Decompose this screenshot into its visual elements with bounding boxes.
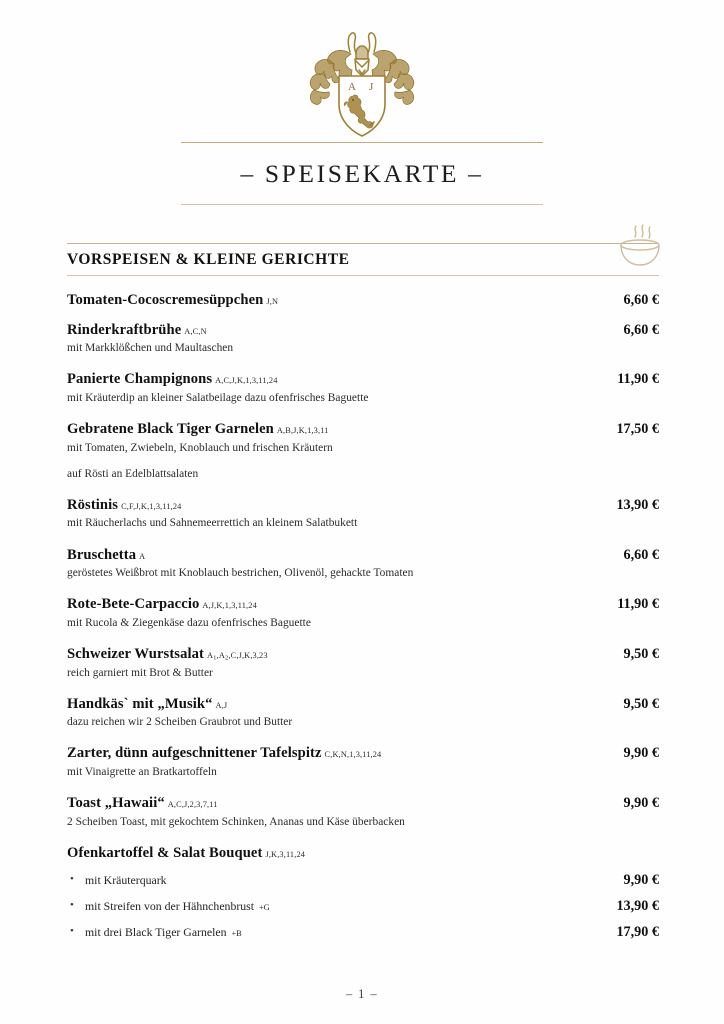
item-name bbox=[67, 593, 257, 616]
soup-bowl-icon bbox=[614, 222, 666, 270]
menu-item[interactable] bbox=[67, 643, 659, 682]
bullet-icon: • bbox=[70, 924, 74, 937]
item-description: mit Tomaten, Zwiebeln, Knoblauch und frischen Kräutern bbox=[67, 441, 333, 454]
menu-item[interactable] bbox=[67, 289, 659, 312]
restaurant-crest bbox=[0, 0, 724, 130]
option-label bbox=[85, 873, 169, 888]
item-name-text: Ofenkartoffel & Salat Bouquet bbox=[67, 844, 263, 861]
item-allergens: A bbox=[139, 551, 146, 561]
option-suffix: +B bbox=[231, 928, 242, 938]
item-name bbox=[67, 792, 218, 815]
menu-title-block bbox=[181, 142, 543, 205]
menu-item[interactable] bbox=[67, 368, 659, 407]
bullet-icon: • bbox=[70, 872, 74, 885]
menu-items-list bbox=[67, 289, 659, 941]
crest-initial-right: J bbox=[369, 81, 374, 93]
item-name bbox=[67, 494, 181, 517]
item-price: 6,60 € bbox=[623, 321, 659, 338]
page-footer bbox=[0, 987, 724, 1002]
shield-shape bbox=[339, 76, 385, 136]
option-price: 9,90 € bbox=[623, 871, 659, 888]
item-allergens: C,K,N,1,3,11,24 bbox=[324, 750, 382, 760]
item-description: mit Kräuterdip an kleiner Salatbeilage dazu ofenfrisches Baguette bbox=[67, 391, 369, 404]
item-description: dazu reichen wir 2 Scheiben Graubrot und Butter bbox=[67, 716, 293, 729]
item-price: 6,60 € bbox=[623, 546, 659, 563]
page-number: – 1 – bbox=[346, 987, 378, 1001]
item-price: 9,50 € bbox=[623, 695, 659, 712]
item-allergens: A,C,N bbox=[184, 326, 207, 336]
item-name-text: Röstinis bbox=[67, 496, 119, 513]
item-description: mit Markklößchen und Maultaschen bbox=[67, 342, 234, 355]
item-description: geröstetes Weißbrot mit Knoblauch bestrichen, Olivenöl, gehackte Tomaten bbox=[67, 567, 414, 580]
item-price: 17,50 € bbox=[616, 421, 659, 438]
title-dash-right: – bbox=[468, 159, 484, 188]
item-name-text: Gebratene Black Tiger Garnelen bbox=[67, 421, 274, 438]
item-price: 11,90 € bbox=[617, 596, 659, 613]
item-price: 9,90 € bbox=[623, 795, 659, 812]
item-allergens: $A_1,A_2,C,J,K,3,23$ bbox=[207, 651, 268, 662]
item-name-text: Zarter, dünn aufgeschnittener Tafelspitz bbox=[67, 745, 322, 762]
menu-item[interactable] bbox=[67, 742, 659, 781]
option-label bbox=[85, 899, 270, 914]
item-price: 13,90 € bbox=[616, 496, 659, 513]
title-dash-left: – bbox=[240, 159, 256, 188]
item-allergens: J,N bbox=[266, 297, 279, 306]
item-description-secondary: auf Rösti an Edelblattsalaten bbox=[67, 467, 199, 480]
option-suffix: +G bbox=[259, 902, 270, 912]
item-name bbox=[67, 643, 268, 666]
menu-item[interactable] bbox=[67, 319, 659, 358]
item-description: mit Rucola & Ziegenkäse dazu ofenfrisches Baguette bbox=[67, 616, 311, 629]
crest-initial-left: A bbox=[348, 81, 356, 93]
item-name bbox=[67, 418, 328, 441]
item-name-text: Panierte Champignons bbox=[67, 371, 213, 388]
title-text: SPEISEKARTE bbox=[264, 159, 460, 188]
item-price: 9,50 € bbox=[623, 646, 659, 663]
item-name bbox=[67, 319, 207, 342]
item-name-text: Toast „Hawaii“ bbox=[67, 795, 165, 812]
option-label-text: mit drei Black Tiger Garnelen bbox=[85, 924, 227, 939]
page-title bbox=[181, 143, 543, 204]
item-price: 9,90 € bbox=[623, 745, 659, 762]
item-name bbox=[67, 544, 145, 567]
menu-item[interactable] bbox=[67, 792, 659, 831]
title-rule-bottom bbox=[181, 204, 543, 205]
item-description: mit Vinaigrette an Bratkartoffeln bbox=[67, 766, 217, 779]
option-price: 17,90 € bbox=[616, 923, 659, 940]
item-name-text: Tomaten-Cocoscremesüppchen bbox=[67, 292, 264, 308]
section-title: VORSPEISEN & KLEINE GERICHTE bbox=[67, 251, 350, 268]
item-option[interactable] bbox=[67, 924, 659, 941]
item-allergens: A,J bbox=[215, 700, 228, 710]
option-label bbox=[85, 925, 242, 940]
item-name bbox=[67, 289, 278, 312]
item-option[interactable] bbox=[67, 898, 659, 915]
item-name-text: Schweizer Wurstsalat bbox=[67, 646, 204, 663]
item-allergens: A,C,J,2,3,7,11 bbox=[167, 800, 218, 810]
item-allergens: C,F,J,K,1,3,11,24 bbox=[121, 501, 182, 511]
item-options-list bbox=[67, 872, 659, 941]
item-name bbox=[67, 742, 381, 765]
item-allergens: A,B,J,K,1,3,11 bbox=[276, 426, 329, 436]
option-label-text: mit Streifen von der Hähnchenbrust bbox=[85, 898, 255, 913]
menu-section-vorspeisen bbox=[0, 243, 724, 950]
menu-item[interactable] bbox=[67, 842, 659, 941]
item-price: 6,60 € bbox=[623, 292, 659, 308]
item-description: 2 Scheiben Toast, mit gekochtem Schinken, Ananas und Käse überbacken bbox=[67, 815, 405, 828]
item-allergens: J,K,3,11,24 bbox=[265, 849, 306, 859]
item-allergens: A,J,K,1,3,11,24 bbox=[202, 601, 257, 611]
item-allergens: A,C,J,K,1,3,11,24 bbox=[215, 376, 278, 386]
item-name bbox=[67, 693, 227, 716]
item-option[interactable] bbox=[67, 872, 659, 889]
item-name bbox=[67, 368, 278, 391]
section-header bbox=[67, 243, 659, 276]
item-description: mit Räucherlachs und Sahnemeerrettich an kleinem Salatbukett bbox=[67, 517, 358, 530]
item-name-text: Handkäs` mit „Musik“ bbox=[67, 695, 213, 712]
bullet-icon: • bbox=[70, 898, 74, 911]
item-name-text: Rinderkraftbrühe bbox=[67, 321, 182, 338]
coat-of-arms-crest bbox=[303, 30, 421, 142]
option-label-text: mit Kräuterquark bbox=[85, 872, 167, 887]
menu-item[interactable] bbox=[67, 693, 659, 732]
option-price: 13,90 € bbox=[616, 897, 659, 914]
item-price: 11,90 € bbox=[617, 371, 659, 388]
menu-item[interactable] bbox=[67, 544, 659, 583]
item-name-text: Bruschetta bbox=[67, 546, 137, 563]
menu-item[interactable] bbox=[67, 494, 659, 533]
menu-item[interactable] bbox=[67, 418, 659, 483]
item-name-text: Rote-Bete-Carpaccio bbox=[67, 596, 200, 613]
menu-item[interactable] bbox=[67, 593, 659, 632]
item-description: reich garniert mit Brot & Butter bbox=[67, 666, 213, 679]
item-name bbox=[67, 842, 305, 865]
